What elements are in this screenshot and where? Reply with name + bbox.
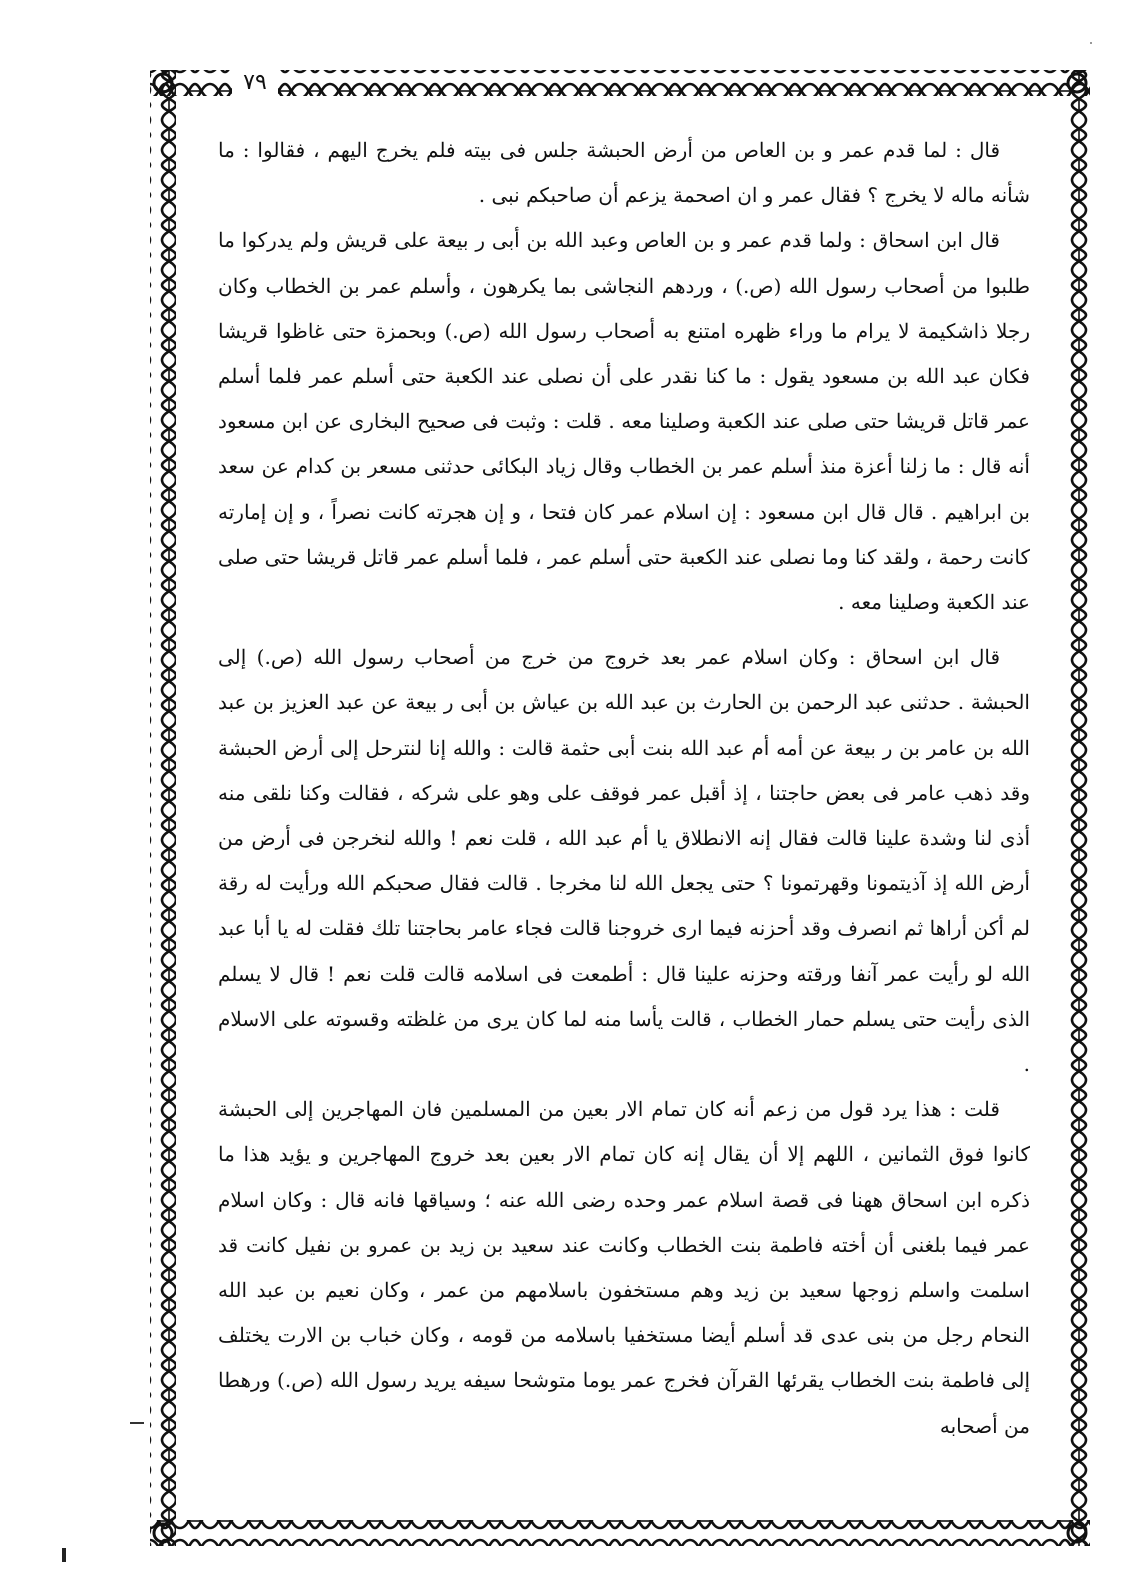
paragraph-4: قلت : هذا يرد قول من زعم أنه كان تمام الار بعين من المسلمين فان المهاجرين إلى الحبشة كانوا فوق الثمانين ، اللهم إلا أن يقال إنه كان تمام الار بعين بعد خروج المهاجرين و يؤيد هذا ما ذكره ابن اسحاق ههنا فى قصة اسلام عمر وحده رضى الله عنه ؛ وسياقها فانه قال : وكان اسلام عمر فيما بلغنى أن أخته فاطمة بنت الخطاب وكانت عند سعيد بن زيد بن عمرو بن نفيل كانت قد اسلمت واسلم زوجها سعيد بن زيد وهم مستخفون باسلامهم من عمر ، وكان نعيم بن عبد الله النحام رجل من بنى عدى قد أسلم أيضا مستخفيا باسلامه من قومه ، وكان خباب بن الارت يختلف إلى فاطمة بنت الخطاب يقرئها القرآن فخرج عمر يوما متوشحا سيفه يريد رسول الله (ص.) ورهطا من أصحابه [218,1097,1030,1438]
page-number: ٧٩ [232,66,278,100]
speck-mark [1090,42,1092,44]
paragraph-3: قال ابن اسحاق : وكان اسلام عمر بعد خروج من خرج من أصحاب رسول الله (ص.) إلى الحبشة . حدثنى عبد الرحمن بن الحارث بن عبد الله بن عياش بن أبى ر بيعة عن عبد العزيز بن عبد الله بن عامر بن ر بيعة عن أمه أم عبد الله بنت أبى حثمة قالت : والله إنا لنترحل إلى أرض الحبشة وقد ذهب عامر فى بعض حاجتنا ، إذ أقبل عمر فوقف على وهو على شركه ، فقالت وكنا نلقى منه أذى لنا وشدة علينا قالت فقال إنه الانطلاق يا أم عبد الله ، قلت نعم ! والله لنخرجن فى أرض من أرض الله إذ آذيتمونا وقهرتمونا ؟ حتى يجعل الله لنا مخرجا . قالت فقال صحبكم الله ورأيت له رقة لم أكن أراها ثم انصرف وقد أحزنه فيما ارى خروجنا قالت فجاء عامر بحاجتنا تلك فقلت له يا أبا عبد الله لو رأيت عمر آنفا ورقته وحزنه علينا قال : أطمعت فى اسلامه قالت قلت نعم ! قال لا يسلم الذى رأيت حتى يسلم حمار الخطاب ، قالت يأسا منه لما كان يرى من غلظته وقسوته على الاسلام . [218,645,1030,1077]
corner-mark [62,1548,66,1562]
margin-mark [130,1422,144,1424]
paragraph-2: قال ابن اسحاق : ولما قدم عمر و بن العاص وعبد الله بن أبى ر بيعة على قريش ولم يدركوا ما طلبوا من أصحاب رسول الله (ص.) ، وردهم النجاشى بما يكرهون ، وأسلم عمر بن الخطاب وكان رجلا ذاشكيمة لا يرام ما وراء ظهره امتنع به أصحاب رسول الله (ص.) وبحمزة حتى غاظوا قريشا فكان عبد الله بن مسعود يقول : ما كنا نقدر على أن نصلى عند الكعبة حتى أسلم عمر فلما أسلم عمر قاتل قريشا حتى صلى عند الكعبة وصلينا معه . قلت : وثبت فى صحيح البخارى عن ابن مسعود أنه قال : ما زلنا أعزة منذ أسلم عمر بن الخطاب وقال زياد البكائى حدثنى مسعر بن كدام عن سعد بن ابراهيم . قال قال ابن مسعود : إن اسلام عمر كان فتحا ، و إن هجرته كانت نصراً ، و إن إمارته كانت رحمة ، ولقد كنا وما نصلى عند الكعبة حتى أسلم عمر ، فلما أسلم عمر قاتل قريشا حتى صلى عند الكعبة وصلينا معه . [218,228,1030,615]
paragraph-1: قال : لما قدم عمر و بن العاص من أرض الحبشة جلس فى بيته فلم يخرج اليهم ، فقالوا : ما شأنه ماله لا يخرج ؟ فقال عمر و ان اصحمة يزعم أن صاحبكم نبى . [218,138,1030,208]
body-text [218,128,1030,1518]
